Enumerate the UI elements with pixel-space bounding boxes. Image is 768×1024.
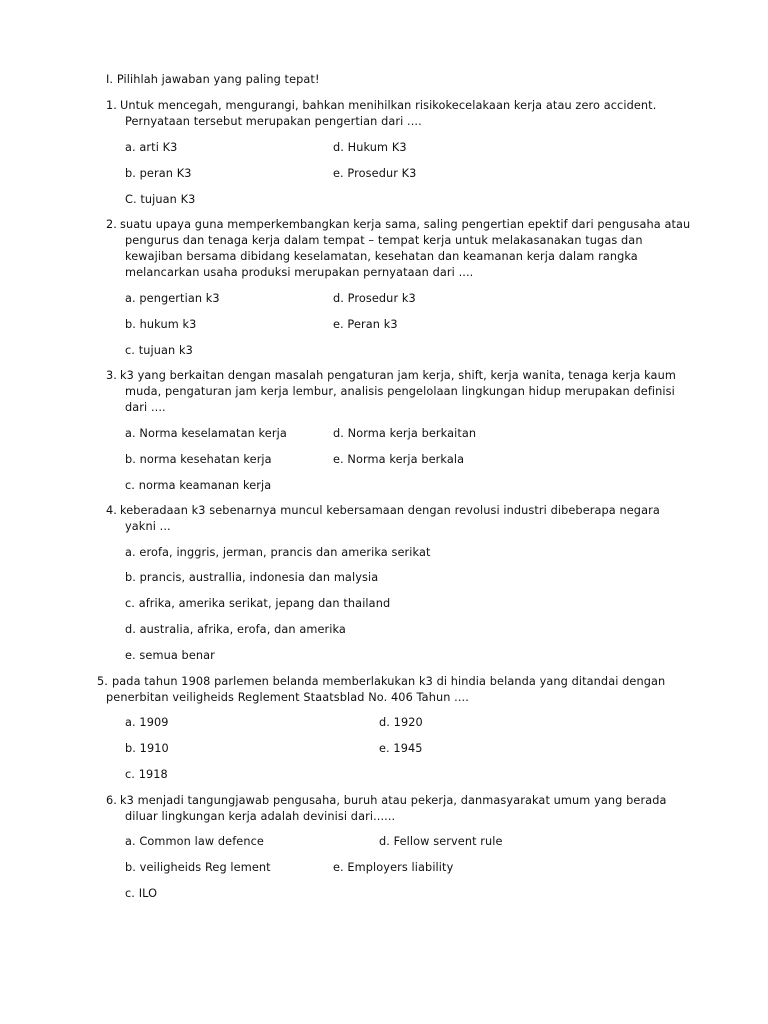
- option-a: a. Common law defence: [125, 835, 264, 848]
- option-c: c. ILO: [125, 887, 158, 900]
- question-number: 6.: [106, 794, 117, 807]
- option-d: d. Norma kerja berkaitan: [333, 427, 477, 440]
- question-text-line: k3 menjadi tangungjawab pengusaha, buruh atau pekerja, danmasyarakat umum yang berada: [120, 794, 667, 807]
- question-text-line: pengurus dan tenaga kerja dalam tempat – tempat kerja untuk melakasanakan tugas dan: [125, 234, 643, 247]
- question-text-line: yakni ...: [125, 520, 171, 533]
- question-number: 1.: [106, 99, 117, 112]
- option-d: d. Fellow servent rule: [379, 835, 503, 848]
- question-number: 4.: [106, 504, 117, 517]
- question-number: 3.: [106, 369, 117, 382]
- option-c: c. norma keamanan kerja: [125, 479, 272, 492]
- option-b: b. peran K3: [125, 167, 192, 180]
- option-e: e. 1945: [379, 742, 423, 755]
- option-d: d. australia, afrika, erofa, dan amerika: [125, 623, 346, 636]
- option-e: e. Peran k3: [333, 318, 398, 331]
- option-e: e. Employers liability: [333, 861, 454, 874]
- question-text-line: k3 yang berkaitan dengan masalah pengaturan jam kerja, shift, kerja wanita, tenaga kerja kaum: [120, 369, 676, 382]
- option-a: a. arti K3: [125, 141, 178, 154]
- question-text-line: melancarkan usaha produksi merupakan pernyataan dari ....: [125, 266, 474, 279]
- option-e: e. semua benar: [125, 649, 215, 662]
- question-text-line: dari ....: [125, 401, 166, 414]
- option-e: e. Prosedur K3: [333, 167, 417, 180]
- option-c: C. tujuan K3: [125, 193, 196, 206]
- question-number: 2.: [106, 218, 117, 231]
- option-c: c. tujuan k3: [125, 344, 193, 357]
- option-c: c. 1918: [125, 768, 168, 781]
- option-b: b. norma kesehatan kerja: [125, 453, 272, 466]
- option-d: d. Hukum K3: [333, 141, 407, 154]
- question-text-line: pada tahun 1908 parlemen belanda memberlakukan k3 di hindia belanda yang ditandai dengan: [112, 675, 666, 688]
- question-number: 5.: [97, 675, 108, 688]
- option-d: d. Prosedur k3: [333, 292, 416, 305]
- option-b: b. 1910: [125, 742, 169, 755]
- question-text-line: diluar lingkungan kerja adalah devinisi dari......: [125, 810, 396, 823]
- option-a: a. pengertian k3: [125, 292, 220, 305]
- question-text-line: keberadaan k3 sebenarnya muncul kebersamaan dengan revolusi industri dibeberapa negara: [120, 504, 660, 517]
- option-a: a. erofa, inggris, jerman, prancis dan amerika serikat: [125, 546, 431, 559]
- question-text-line: penerbitan veiligheids Reglement Staatsblad No. 406 Tahun ....: [106, 691, 469, 704]
- question-text-line: suatu upaya guna memperkembangkan kerja sama, saling pengertian epektif dari pengusaha atau: [120, 218, 691, 231]
- option-d: d. 1920: [379, 716, 423, 729]
- question-text-line: Untuk mencegah, mengurangi, bahkan menihilkan risikokecelakaan kerja atau zero accident.: [120, 99, 657, 112]
- question-text-line: kewajiban bersama dibidang keselamatan, kesehatan dan keamanan kerja dalam rangka: [125, 250, 638, 263]
- option-b: b. hukum k3: [125, 318, 197, 331]
- option-b: b. veiligheids Reg lement: [125, 861, 271, 874]
- option-b: b. prancis, australlia, indonesia dan malysia: [125, 571, 379, 584]
- option-a: a. 1909: [125, 716, 169, 729]
- option-e: e. Norma kerja berkala: [333, 453, 465, 466]
- option-c: c. afrika, amerika serikat, jepang dan thailand: [125, 597, 391, 610]
- question-text-line: muda, pengaturan jam kerja lembur, analisis pengelolaan lingkungan hidup merupakan definisi: [125, 385, 675, 398]
- question-text-line: Pernyataan tersebut merupakan pengertian dari ....: [125, 115, 422, 128]
- option-a: a. Norma keselamatan kerja: [125, 427, 287, 440]
- section-heading: I. Pilihlah jawaban yang paling tepat!: [106, 73, 320, 86]
